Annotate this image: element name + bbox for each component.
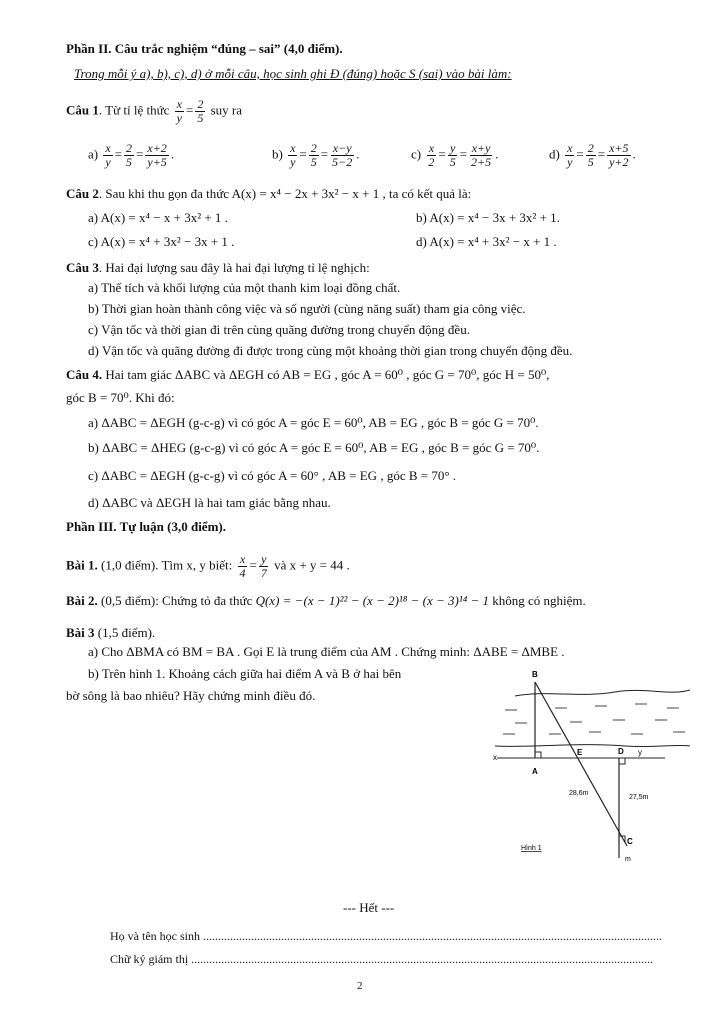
bai3-heading [66,625,155,641]
q3-option-b: b) Thời gian hoàn thành công việc và số người (cùng năng suất) tham gia công việc. [88,301,526,316]
q1-label: Câu 1 [66,102,99,118]
q2-text: . Sau khi thu gọn đa thức A(x) = x⁴ − 2x + 3x² − x + 1 , ta có kết quả là: [98,186,472,201]
q3-label: Câu 3 [66,260,99,275]
bai1-fraction-x4: $\frac{x}{4}$ [239,552,246,580]
q3-option-c: c) Vận tốc và thời gian đi trên cùng quãng đường trong chuyển động đều. [88,322,470,337]
q1-option-d: d) $\frac{x}{y}$ = $\frac{2}{5}$ = $\frac{x+5}{y+2}$ . [549,141,636,169]
q3-option-d: d) Vận tốc và quãng đường đi được trong cùng một khoảng thời gian trong chuyển động đều. [88,343,573,358]
q2-option-a: a) A(x) = x⁴ − x + 3x² + 1 . [88,210,228,225]
label-c: C [627,837,633,846]
river-bank-bottom [495,745,690,747]
part3-heading: Phần III. Tự luận (3,0 điểm). [66,519,226,534]
page-number: 2 [357,980,363,992]
bai3-part-b-line2: bờ sông là bao nhiêu? Hãy chứng minh điều đó. [66,688,316,703]
distance-ec: 28,6m [569,790,589,797]
q3-stem [66,260,370,276]
q1-option-b: b) $\frac{x}{y}$ = $\frac{2}{5}$ = $\frac{x-y}{5-2}$ . [272,141,360,169]
part2-heading: Phần II. Câu trắc nghiệm “đúng – sai” (4,0 điểm). [66,41,343,56]
right-angle-a [535,752,541,758]
label-y: y [638,748,642,757]
label-m: m [625,856,631,863]
q4-option-d: d) ΔABC và ΔEGH là hai tam giác bằng nhau. [88,495,331,510]
q4-label: Câu 4. [66,367,103,382]
water-ripples [503,704,685,734]
bai1-condition: và x + y = 44 . [274,557,350,573]
q2-option-c: c) A(x) = x⁴ + 3x² − 3x + 1 . [88,234,235,249]
river-figure [485,668,697,876]
q2-option-d: d) A(x) = x⁴ + 3x² − x + 1 . [416,234,557,249]
label-d: D [618,747,624,756]
q2-option-b: b) A(x) = x⁴ − 3x + 3x² + 1. [416,210,560,225]
bai3-label: Bài 3 [66,625,95,640]
q2-label: Câu 2 [66,186,99,201]
distance-dc: 27,5m [629,794,649,801]
q1-text-before: . Từ tỉ lệ thức [98,102,170,118]
q1-fraction-25: $\frac{2}{5}$ [197,97,204,125]
q4-option-c: c) ΔABC = ΔEGH (g-c-g) vì có góc A = 60° , AB = EG , góc B = 70° . [88,468,457,483]
q2-stem [66,186,471,202]
q4-option-b: b) ΔABC = ΔHEG (g-c-g) vì có góc A = góc E = 60⁰, AB = EG , góc B = góc G = 70⁰. [88,440,540,455]
part2-instruction: Trong mỗi ý a), b), c), d) ở mỗi câu, học sinh ghi Đ (đúng) hoặc S (sai) vào bài làm: [74,66,512,81]
label-a: A [532,767,538,776]
q1-text-after: suy ra [210,102,243,118]
bai1-fraction-y7: $\frac{y}{7}$ [260,552,267,580]
label-b: B [532,670,538,679]
q1-stem: Câu 1. Từ tỉ lệ thức $\frac{x}{y}$ = $\frac{2}{5}$ suy ra [66,97,243,125]
bai1-label: Bài 1. [66,557,98,573]
end-marker: --- Hết --- [343,900,395,915]
bai3-part-b-line1: b) Trên hình 1. Khoảng cách giữa hai điểm A và B ở hai bên [88,666,402,681]
q4-stem-line1 [66,367,549,383]
q4-text1: Hai tam giác ΔABC và ΔEGH có AB = EG , góc A = 60⁰ , góc G = 70⁰, góc H = 50⁰, [105,367,550,382]
proctor-signature-line: Chữ ký giám thị .......................................................................................................................................................... [110,952,654,966]
bai2-expression: Q(x) = −(x − 1)²² − (x − 2)¹⁸ − (x − 3)¹⁴ − 1 [255,593,490,608]
bai2-tail: không có nghiệm. [492,593,586,608]
label-e: E [577,748,583,757]
bai1-text: (1,0 điểm). Tìm x, y biết: [101,557,233,573]
bai2-text: (0,5 điểm): Chứng tỏ đa thức [101,593,253,608]
segment-bc [535,682,627,846]
q4-stem-line2: góc B = 70⁰. Khi đó: [66,390,175,405]
q1-fraction-xy: $\frac{x}{y}$ [176,97,182,125]
bai3-text: (1,5 điểm). [97,625,156,640]
bai2 [66,593,586,609]
q1-option-a: a) $\frac{x}{y}$ = $\frac{2}{5}$ = $\frac{x+2}{y+5}$ . [88,141,175,169]
student-name-label: Họ và tên học sinh [110,929,200,943]
right-angle-d [619,758,625,764]
bai3-part-a: a) Cho ΔBMA có BM = BA . Gọi E là trung điểm của AM . Chứng minh: ΔABE = ΔMBE . [88,644,565,659]
q1-option-c: c) $\frac{x}{2}$ = $\frac{y}{5}$ = $\frac{x+y}{2+5}$ . [411,141,499,169]
label-x: x [493,753,497,762]
figure-caption: Hình 1 [521,845,542,852]
q3-text: . Hai đại lượng sau đây là hai đại lượng tỉ lệ nghịch: [98,260,370,275]
q4-option-a: a) ΔABC = ΔEGH (g-c-g) vì có góc A = góc E = 60⁰, AB = EG , góc B = góc G = 70⁰. [88,415,539,430]
q3-option-a: a) Thể tích và khối lượng của một thanh kim loại đồng chất. [88,280,401,295]
bai2-label: Bài 2. [66,593,98,608]
bai1: Bài 1. (1,0 điểm). Tìm x, y biết: $\frac{x}{4}$ = $\frac{y}{7}$ và x + y = 44 . [66,552,350,580]
student-name-line: Họ và tên học sinh ......................................................................................................................................................... [110,929,662,943]
proctor-signature-label: Chữ ký giám thị [110,952,189,966]
